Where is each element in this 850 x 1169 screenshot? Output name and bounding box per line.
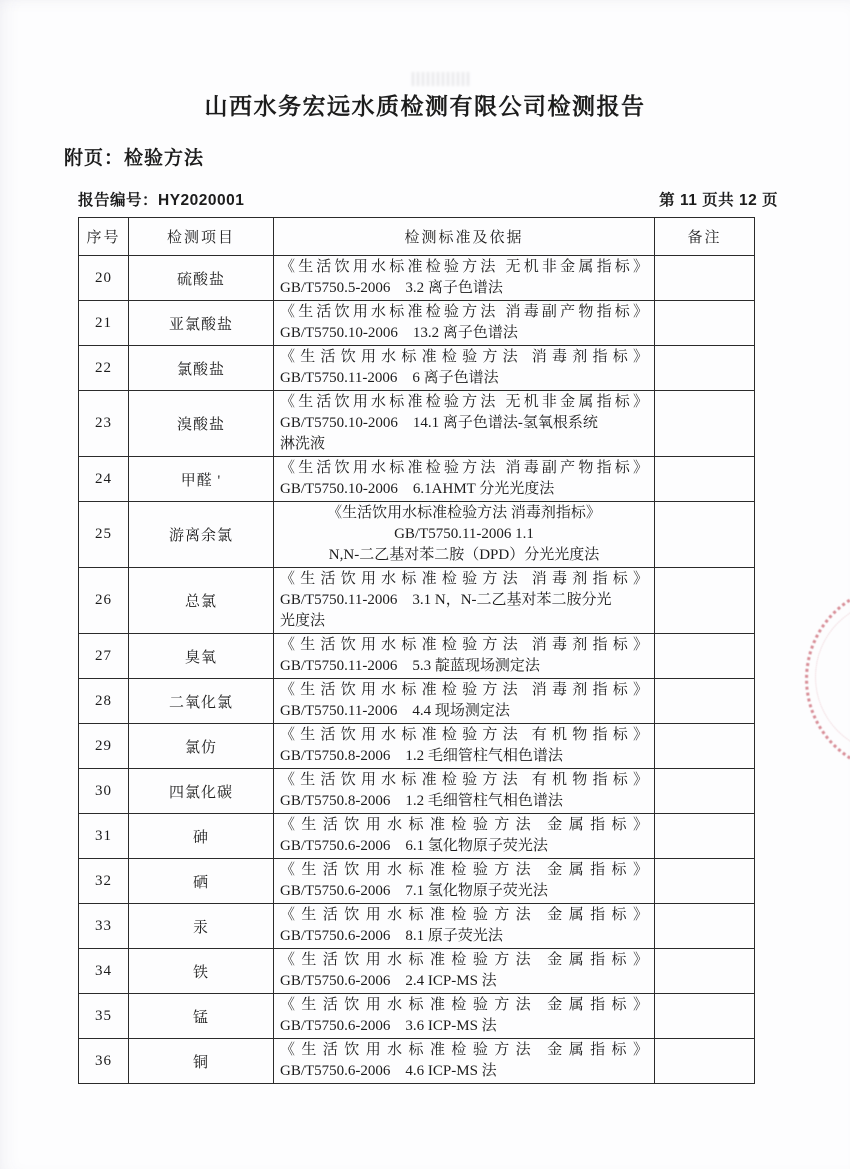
test-item-cell: 氯酸盐 [129,346,274,391]
report-number-label: 报告编号： [78,192,159,209]
row-number-cell: 26 [79,568,129,634]
test-item-cell: 二氧化氯 [129,679,274,724]
remark-cell [655,994,755,1039]
row-number-cell: 28 [79,679,129,724]
row-number-cell: 24 [79,457,129,502]
table-row [79,724,755,769]
remark-cell [655,814,755,859]
standard-line: GB/T5750.11-2006 6 离子色谱法 [280,370,499,386]
table-row [79,679,755,724]
remark-cell [655,346,755,391]
test-item-cell: 甲醛 ' [129,457,274,502]
standard-line: 《生活饮用水标准检验方法 无机非金属指标》 [280,394,648,410]
standard-line: 《生活饮用水标准检验方法 消毒剂指标》 [280,571,648,587]
row-number-cell: 21 [79,301,129,346]
table-row [79,814,755,859]
standard-cell [274,949,655,994]
table-row [79,769,755,814]
table-row [79,949,755,994]
standard-line: 《生活饮用水标准检验方法 金属指标》 [280,1042,648,1058]
row-number-cell: 35 [79,994,129,1039]
standard-line: 《生活饮用水标准检验方法 金属指标》 [280,997,648,1013]
header-standard-basis: 检测标准及依据 [274,218,655,256]
standard-line: GB/T5750.11-2006 3.1 N，N-二乙基对苯二胺分光 [280,592,612,608]
test-item-cell: 铁 [129,949,274,994]
bleed-through-smudge [412,72,470,86]
test-item-cell: 铜 [129,1039,274,1084]
standard-line: GB/T5750.10-2006 13.2 离子色谱法 [280,325,518,341]
standard-line: GB/T5750.5-2006 3.2 离子色谱法 [280,280,503,296]
table-row [79,346,755,391]
row-number-cell: 29 [79,724,129,769]
standard-line: 《生活饮用水标准检验方法 消毒剂指标》 [280,637,648,653]
row-number-cell: 23 [79,391,129,457]
test-item-cell: 汞 [129,904,274,949]
remark-cell [655,769,755,814]
test-item-cell: 总氯 [129,568,274,634]
standard-cell [274,568,655,634]
standard-line: 《生活饮用水标准检验方法 金属指标》 [280,862,648,878]
standard-line: GB/T5750.11-2006 1.1 [394,526,534,542]
table-row [79,502,755,568]
table-row [79,301,755,346]
standard-cell [274,859,655,904]
table-row [79,568,755,634]
standard-line: 《生活饮用水标准检验方法 金属指标》 [280,817,648,833]
standard-line: GB/T5750.11-2006 4.4 现场测定法 [280,703,510,719]
row-number-cell: 22 [79,346,129,391]
standard-cell [274,301,655,346]
remark-cell [655,949,755,994]
methods-table-body [79,256,755,1084]
header-remark: 备注 [655,218,755,256]
remark-cell [655,301,755,346]
standard-line: 《生活饮用水标准检验方法 消毒副产物指标》 [280,304,648,320]
table-row [79,634,755,679]
test-item-cell: 硒 [129,859,274,904]
standard-line: 《生活饮用水标准检验方法 无机非金属指标》 [280,259,648,275]
remark-cell [655,904,755,949]
row-number-cell: 20 [79,256,129,301]
table-row [79,256,755,301]
standard-cell [274,634,655,679]
standard-line: 《生活饮用水标准检验方法 有机物指标》 [280,772,648,788]
remark-cell [655,457,755,502]
standard-line: 淋洗液 [280,436,326,452]
standard-line: 《生活饮用水标准检验方法 有机物指标》 [280,727,648,743]
standard-line: GB/T5750.10-2006 14.1 离子色谱法-氢氧根系统 [280,415,598,431]
standard-line: GB/T5750.6-2006 3.6 ICP-MS 法 [280,1018,497,1034]
remark-cell [655,502,755,568]
row-number-cell: 30 [79,769,129,814]
test-item-cell: 游离余氯 [129,502,274,568]
standard-line: GB/T5750.10-2006 6.1AHMT 分光光度法 [280,481,555,497]
row-number-cell: 36 [79,1039,129,1084]
test-item-cell: 砷 [129,814,274,859]
standard-cell [274,391,655,457]
remark-cell [655,1039,755,1084]
header-serial-no: 序号 [79,218,129,256]
standard-line: GB/T5750.6-2006 7.1 氢化物原子荧光法 [280,883,548,899]
standard-cell [274,256,655,301]
standard-line: 《生活饮用水标准检验方法 消毒副产物指标》 [280,460,648,476]
standard-line: GB/T5750.6-2006 8.1 原子荧光法 [280,928,503,944]
header-test-item: 检测项目 [129,218,274,256]
table-header-row [79,218,755,256]
standard-line: GB/T5750.8-2006 1.2 毛细管柱气相色谱法 [280,748,563,764]
test-item-cell: 亚氯酸盐 [129,301,274,346]
report-number-value: HY2020001 [158,192,245,209]
remark-cell [655,679,755,724]
table-row [79,1039,755,1084]
page-title: 山西水务宏远水质检测有限公司检测报告 [204,93,646,119]
remark-cell [655,724,755,769]
report-number [78,188,244,210]
test-item-cell: 硫酸盐 [129,256,274,301]
row-number-cell: 25 [79,502,129,568]
table-row [79,391,755,457]
standard-cell [274,1039,655,1084]
test-item-cell: 锰 [129,994,274,1039]
table-row [79,859,755,904]
standard-line: GB/T5750.8-2006 1.2 毛细管柱气相色谱法 [280,793,563,809]
row-number-cell: 27 [79,634,129,679]
standard-cell [274,346,655,391]
standard-line: 《生活饮用水标准检验方法 消毒剂指标》 [280,682,648,698]
standard-line: GB/T5750.6-2006 6.1 氢化物原子荧光法 [280,838,548,854]
methods-table [78,217,755,1084]
standard-line: GB/T5750.6-2006 2.4 ICP-MS 法 [280,973,497,989]
standard-cell [274,457,655,502]
page-indicator: 第 11 页共 12 页 [659,192,778,209]
test-item-cell: 氯仿 [129,724,274,769]
standard-line: 光度法 [280,613,326,629]
table-row [79,904,755,949]
table-row [79,457,755,502]
standard-cell [274,724,655,769]
row-number-cell: 34 [79,949,129,994]
row-number-cell: 31 [79,814,129,859]
remark-cell [655,256,755,301]
standard-line: N,N-二乙基对苯二胺（DPD）分光光度法 [328,547,600,563]
standard-line: 《生活饮用水标准检验方法 消毒剂指标》 [327,505,601,521]
remark-cell [655,634,755,679]
standard-cell [274,814,655,859]
remark-cell [655,859,755,904]
standard-line: GB/T5750.11-2006 5.3 靛蓝现场测定法 [280,658,540,674]
standard-cell [274,502,655,568]
test-item-cell: 臭氧 [129,634,274,679]
row-number-cell: 33 [79,904,129,949]
test-item-cell: 四氯化碳 [129,769,274,814]
test-item-cell: 溴酸盐 [129,391,274,457]
standard-cell [274,904,655,949]
standard-line: GB/T5750.6-2006 4.6 ICP-MS 法 [280,1063,497,1079]
remark-cell [655,568,755,634]
remark-cell [655,391,755,457]
standard-line: 《生活饮用水标准检验方法 金属指标》 [280,907,648,923]
standard-cell [274,994,655,1039]
standard-line: 《生活饮用水标准检验方法 金属指标》 [280,952,648,968]
meta-row [78,188,778,210]
table-row [79,994,755,1039]
standard-cell [274,769,655,814]
appendix-subtitle: 附页：检验方法 [64,148,205,169]
row-number-cell: 32 [79,859,129,904]
standard-cell [274,679,655,724]
standard-line: 《生活饮用水标准检验方法 消毒剂指标》 [280,349,648,365]
